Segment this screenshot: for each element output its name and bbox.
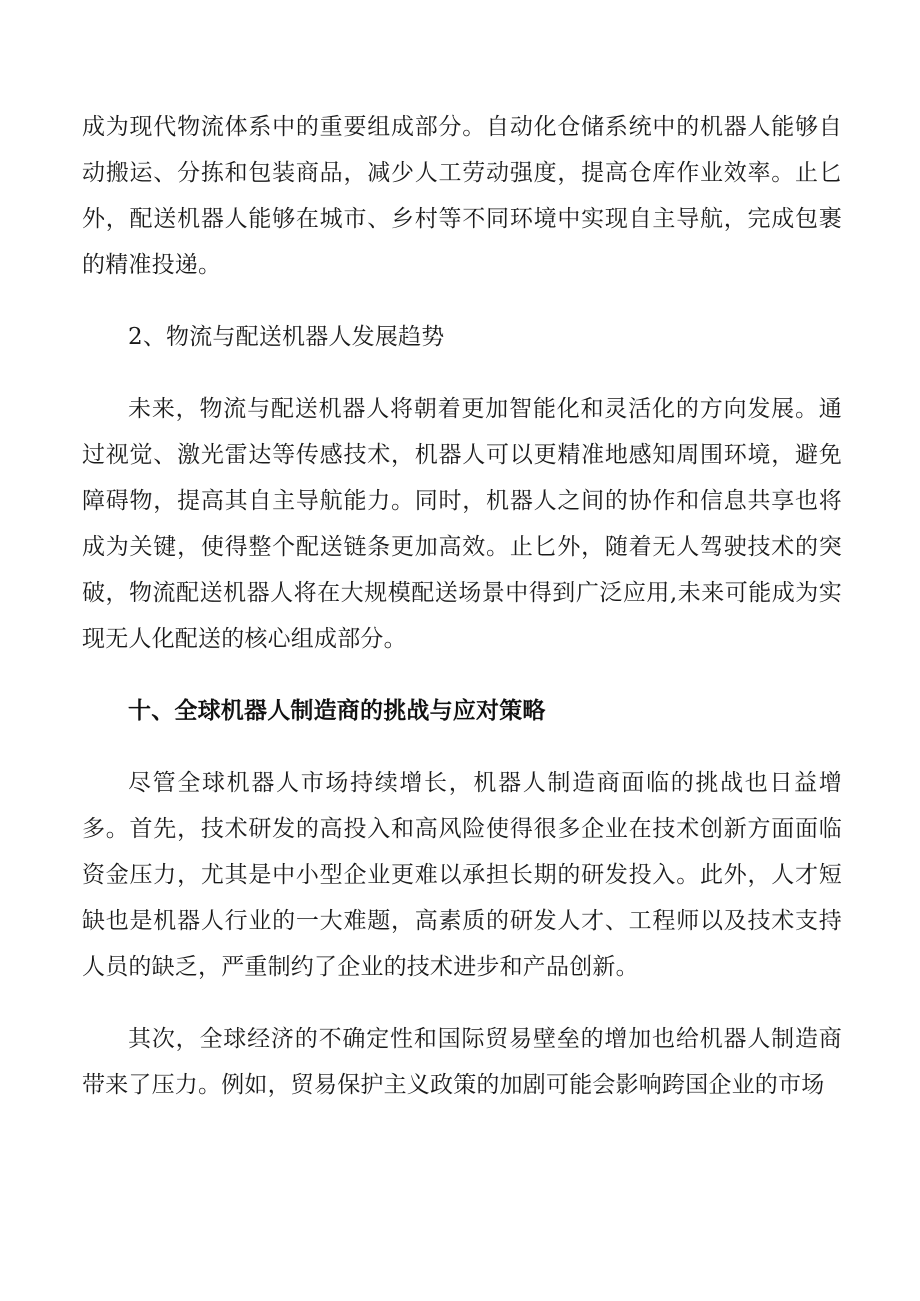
document-body [82, 104, 842, 1134]
paragraph-economic-uncertainty: 其次，全球经济的不确定性和国际贸易壁垒的增加也给机器人制造商带来了压力。例如，贸易保护主义政策的加剧可能会影响跨国企业的市场 [82, 1026, 842, 1098]
paragraph-logistics-continued: 成为现代物流体系中的重要组成部分。自动化仓储系统中的机器人能够自动搬运、分拣和包装商品，减少人工劳动强度，提高仓库作业效率。止匕外，配送机器人能够在城市、乡村等不同环境中实现自主导航，完成包裹的精准投递。 [82, 114, 842, 278]
subheading-logistics-trends: 2、物流与配送机器人发展趋势 [128, 324, 445, 350]
paragraph-logistics-future: 未来，物流与配送机器人将朝着更加智能化和灵活化的方向发展。通过视觉、激光雷达等传感技术，机器人可以更精准地感知周围环境，避免障碍物，提高其自主导航能力。同时，机器人之间的协作和信息共享也将成为关键，使得整个配送链条更加高效。止匕外，随着无人驾驶技术的突破，物流配送机器人将在大规模配送场景中得到广泛应用,未来可能成为实现无人化配送的核心组成部分。 [82, 396, 842, 652]
paragraph-challenges: 尽管全球机器人市场持续增长，机器人制造商面临的挑战也日益增多。首先，技术研发的高投入和高风险使得很多企业在技术创新方面面临资金压力，尤其是中小型企业更难以承担长期的研发投入。此外，人才短缺也是机器人行业的一大难题，高素质的研发人才、工程师以及技术支持人员的缺乏，严重制约了企业的技术进步和产品创新。 [82, 770, 842, 980]
section-heading-manufacturer-challenges: 十、全球机器人制造商的挑战与应对策略 [128, 698, 546, 724]
